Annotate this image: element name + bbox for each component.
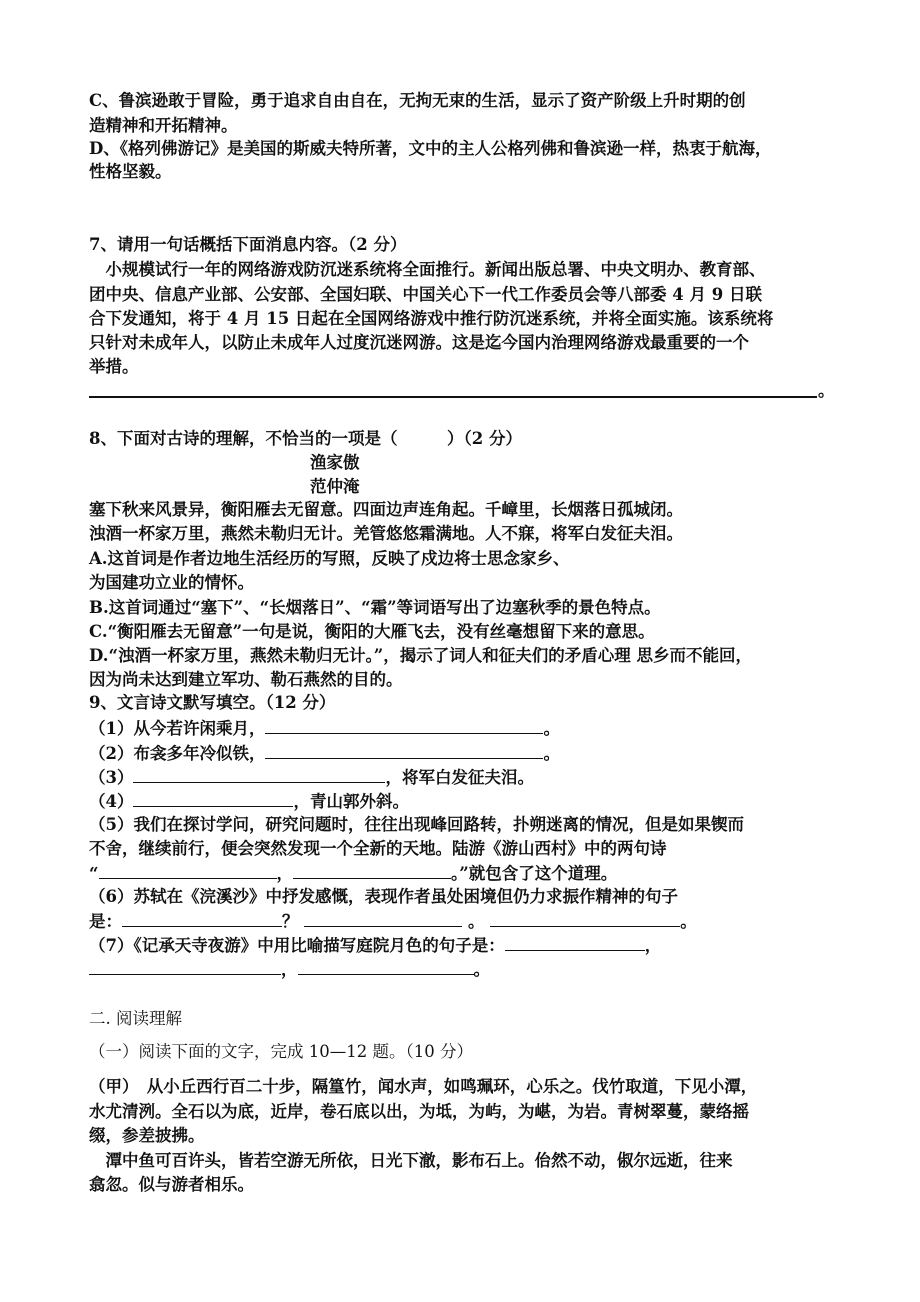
fill-1 [89, 717, 560, 740]
fill-3-prompt: （3） [89, 768, 134, 787]
news-line-5: 举措。 [89, 357, 139, 376]
fill-6-blank-3[interactable] [490, 910, 680, 927]
fill-5-blank-1[interactable] [99, 862, 277, 879]
fill-1-prompt: （1）从今若许闲乘月， [89, 719, 266, 738]
fill-7-end: 。 [473, 960, 490, 979]
fill-7-comma-1: ， [644, 936, 662, 955]
fill-5-blank-2[interactable] [293, 862, 451, 879]
poem-line-1: 塞下秋来风景异，衡阳雁去无留意。四面边声连角起。千嶂里，长烟落日孤城闭。 [89, 500, 683, 519]
fill-5-line-3 [89, 862, 617, 885]
fill-6-blank-1[interactable] [122, 910, 282, 927]
option-c-line-1: C、鲁滨逊敢于冒险，勇于追求自由自在，无拘无束的生活，显示了资产阶级上升时期的创 [89, 91, 746, 110]
fill-7-blank-1[interactable] [505, 934, 645, 951]
reading-line-4: 潭中鱼可百许头，皆若空游无所依，日光下澈，影布石上。佁然不动，俶尔远逝，往来 [89, 1151, 733, 1170]
answer-line-q7[interactable] [89, 396, 817, 398]
answer-line-q7-end: 。 [818, 381, 835, 400]
option-d-line-2b: 因为尚未达到建立军功、勒石燕然的目的。 [89, 670, 403, 689]
fill-1-end: 。 [543, 719, 560, 738]
option-d-line-2: 性格坚毅。 [89, 162, 172, 181]
fill-7-blank-3[interactable] [298, 958, 474, 975]
fill-6-end: 。 [680, 912, 697, 931]
question-8: 8、下面对古诗的理解，不恰当的一项是（ ）（2 分） [89, 429, 522, 448]
option-a-line-1: A.这首词是作者边地生活经历的写照，反映了戍边将士思念家乡、 [89, 549, 570, 568]
option-b: B.这首词通过“塞下”、“长烟落日”、“霜”等词语写出了边塞秋季的景色特点。 [89, 598, 661, 617]
option-d-line-1: D、《格列佛游记》是美国的斯威夫特所著，文中的主人公格列佛和鲁滨逊一样，热衷于航海， [89, 139, 772, 158]
fill-2-prompt: （2）布衾多年冷似铁， [89, 744, 266, 763]
fill-3-end: ，将军白发征夫泪。 [385, 768, 534, 787]
fill-6-question: ？ [282, 912, 299, 931]
news-line-3: 合下发通知，将于 4 月 15 日起在全国网络游戏中推行防沉迷系统，并将全面实施。该系统将 [89, 309, 774, 328]
fill-1-blank[interactable] [265, 717, 543, 734]
fill-6-dot: 。 [468, 912, 485, 931]
reading-line-3: 缀，参差披拂。 [89, 1126, 205, 1145]
reading-line-2: 水尤清洌。全石以为底，近岸，卷石底以出，为坻，为屿，为嵁，为岩。青树翠蔓，蒙络摇 [89, 1102, 749, 1121]
news-line-1: 小规模试行一年的网络游戏防沉迷系统将全面推行。新闻出版总署、中央文明办、教育部、 [89, 260, 766, 279]
question-7: 7、请用一句话概括下面消息内容。（2 分） [89, 235, 407, 254]
option-c-line-2: 造精神和开拓精神。 [89, 116, 238, 135]
fill-6-blank-2[interactable] [304, 910, 462, 927]
reading-line-5: 翕忽。似与游者相乐。 [89, 1175, 254, 1194]
reading-line-1: （甲） 从小丘西行百二十步，隔篁竹，闻水声，如鸣珮环，心乐之。伐竹取道，下见小潭， [89, 1077, 758, 1096]
fill-3 [89, 766, 534, 789]
option-a-line-2: 为国建功立业的情怀。 [89, 573, 254, 592]
news-line-2: 团中央、信息产业部、公安部、全国妇联、中国关心下一代工作委员会等八部委 4 月 9 日联 [89, 285, 762, 304]
fill-4-blank[interactable] [133, 790, 293, 807]
poem-title: 渔家傲 [310, 453, 360, 472]
option-c: C.“衡阳雁去无留意”一句是说，衡阳的大雁飞去，没有丝毫想留下来的意思。 [89, 622, 655, 641]
news-line-4: 只针对未成年人，以防止未成年人过度沉迷网游。这是迄今国内治理网络游戏最重要的一个 [89, 333, 749, 352]
fill-5-line-1: （5）我们在探讨学问，研究问题时，往往出现峰回路转，扑朔迷离的情况，但是如果锲而 [89, 815, 744, 834]
fill-7-line-2 [89, 958, 490, 981]
option-d-line-1b: D.“浊酒一杯家万里，燕然未勒归无计。”，揭示了词人和征夫们的矛盾心理 思乡而不能回， [89, 646, 752, 665]
fill-6-line-2 [89, 910, 697, 933]
fill-2-end: 。 [543, 744, 560, 763]
question-9: 9、文言诗文默写填空。（12 分） [89, 693, 336, 712]
fill-5-line-2: 不舍，继续前行，便会突然发现一个全新的天地。陆游《游山西村》中的两句诗 [89, 839, 667, 858]
fill-2-blank[interactable] [265, 742, 543, 759]
fill-6-line-1: （6）苏轼在《浣溪沙》中抒发感慨，表现作者虽处困境但仍力求振作精神的句子 [89, 887, 678, 906]
fill-5-end: 。”就包含了这个道理。 [451, 864, 618, 883]
section-2-heading: 二. 阅读理解 [89, 1009, 182, 1028]
poem-line-2: 浊酒一杯家万里，燕然未勒归无计。羌管悠悠霜满地。人不寐，将军白发征夫泪。 [89, 524, 683, 543]
fill-6-start: 是： [89, 912, 122, 931]
fill-7-comma-2: ， [281, 960, 298, 979]
poem-author: 范仲淹 [310, 477, 360, 496]
subsection-1-heading: （一）阅读下面的文字，完成 10—12 题。（10 分） [89, 1042, 473, 1061]
fill-3-blank[interactable] [133, 766, 385, 783]
fill-4-prompt: （4） [89, 792, 134, 811]
fill-7-prompt: （7）《记承天寺夜游》中用比喻描写庭院月色的句子是： [89, 936, 505, 955]
fill-4 [89, 790, 409, 813]
fill-5-open-quote: “ [89, 864, 99, 883]
fill-4-end: ，青山郭外斜。 [293, 792, 409, 811]
fill-2 [89, 742, 560, 765]
fill-5-comma: ， [276, 864, 293, 883]
fill-7-line-1 [89, 934, 661, 957]
fill-7-blank-2[interactable] [89, 958, 281, 975]
